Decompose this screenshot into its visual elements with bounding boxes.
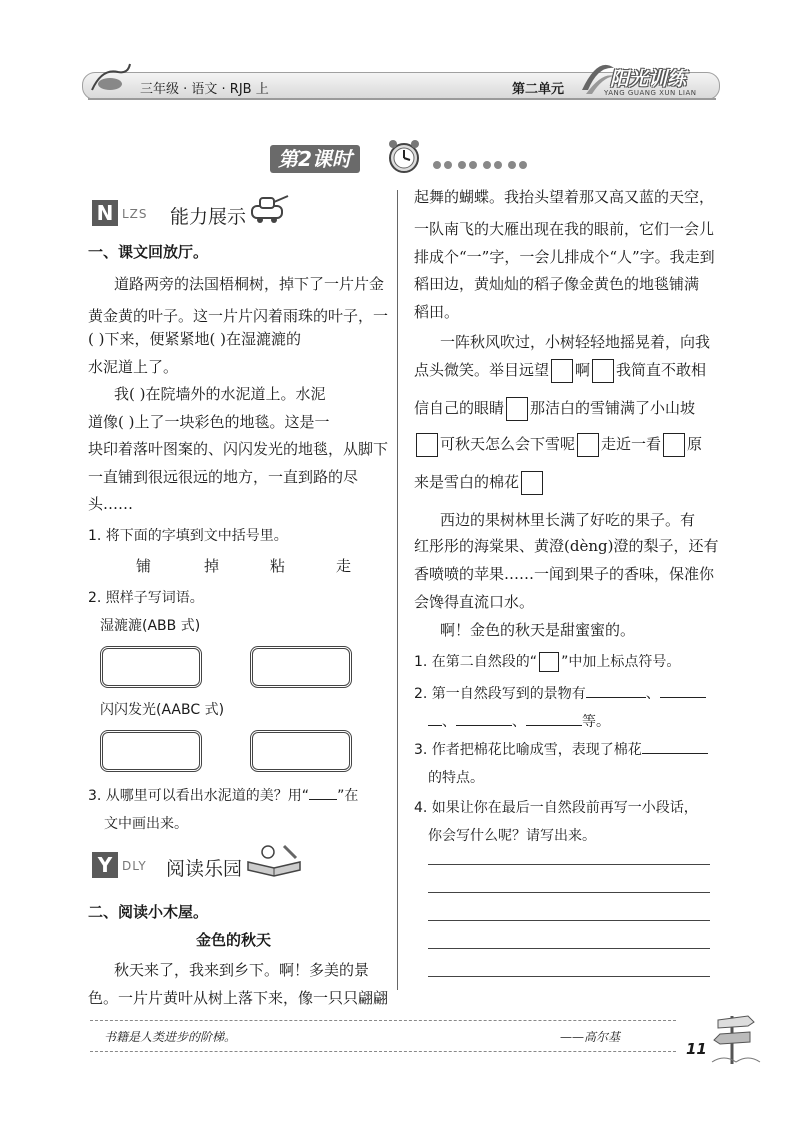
answer-blank[interactable] [586,683,646,698]
tank-toy-icon [246,192,292,228]
story-text: 走近一看 [601,435,662,453]
question-text: 、 [512,714,526,730]
answer-blank[interactable] [660,683,706,698]
writing-line[interactable] [428,948,710,949]
answer-blank[interactable] [428,711,442,726]
pattern-aabc: 闪闪发光(AABC 式) [100,702,225,718]
signpost-icon [704,1006,764,1066]
story-line-with-boxes [414,466,545,499]
writing-line[interactable] [428,976,710,977]
story-text: 啊 [575,361,591,379]
story-line: 会馋得直流口水。 [414,593,535,611]
story-line: 红彤彤的海棠果、黄澄(dèng)澄的梨子，还有 [414,537,719,555]
section2-heading: 阅读乐园 [166,858,243,880]
passage1-line: 块印着落叶图案的、闪闪发光的地毯，从脚下 [88,440,389,458]
book-reading-icon [244,840,304,880]
answer-frame[interactable] [100,730,202,772]
lesson-decoration [432,155,532,165]
word-option: 粘 [270,557,286,575]
section1-badge-sub: LZS [122,207,148,221]
question-3-cont: 文中画出来。 [104,816,188,832]
punctuation-box[interactable] [592,359,614,383]
passage1-line: 道像( )上了一块彩色的地毯。这是一 [88,413,330,431]
story-line-with-boxes [414,392,695,425]
punctuation-box[interactable] [506,397,528,421]
logo-subtext: YANG GUANG XUN LIAN [604,89,697,97]
story-line: 香喷喷的苹果……一闻到果子的香味，保准你 [414,565,715,583]
header-decoration-icon [88,60,132,96]
question-3-text: ”在 [337,788,359,804]
section2-title: 二、阅读小木屋。 [88,903,209,921]
story-line: 啊！金色的秋天是甜蜜蜜的。 [440,621,636,639]
header-rule [88,98,716,100]
story-text: 可秋天怎么会下雪呢 [440,435,576,453]
answer-blank[interactable] [642,739,708,754]
story-line: 秋天来了，我来到乡下。啊！多美的景 [114,961,370,979]
word-option: 走 [336,557,352,575]
answer-blank[interactable] [526,711,582,726]
question-text: 3. 作者把棉花比喻成雪，表现了棉花 [414,742,642,758]
story-title: 金色的秋天 [196,931,272,949]
story-text: 点头微笑。举目远望 [414,361,550,379]
story-line: 一队南飞的大雁出现在我的眼前，它们一会儿 [414,220,715,238]
story-text: 来是雪白的棉花 [414,473,520,491]
lesson-title: 第2课时 [270,145,360,173]
story-line: 色。一片片黄叶从树上落下来，像一只只翩翩 [88,989,389,1007]
writing-line[interactable] [428,864,710,865]
passage1-line: 我( )在院墙外的水泥道上。水泥 [114,385,326,403]
story-line: 稻田。 [414,303,460,321]
word-option: 掉 [204,557,220,575]
underline-mark [309,785,337,800]
punctuation-box[interactable] [663,433,685,457]
footer-author: ——高尔基 [560,1030,621,1044]
alarm-clock-icon [384,136,424,176]
passage1-line: 水泥道上了。 [88,358,179,376]
story-line-with-boxes [414,428,702,461]
pattern-abb: 湿漉漉(ABB 式) [100,618,201,634]
word-option: 铺 [136,557,152,575]
question-text: ”中加上标点符号。 [561,654,681,670]
story-line: 排成个“一”字，一会儿排成个“人”字。我走到 [414,248,715,266]
punctuation-box[interactable] [551,359,573,383]
question-text: 2. 第一自然段写到的景物有 [414,686,586,702]
reading-question-4: 4. 如果让你在最后一自然段前再写一小段话， [414,800,698,816]
question-2: 2. 照样子写词语。 [88,590,204,606]
story-line: 西边的果树林里长满了好吃的果子。有 [440,511,696,529]
question-text: 、 [645,686,660,702]
section1-badge: N [92,200,118,226]
column-divider [397,190,398,990]
punctuation-box[interactable] [416,433,438,457]
punctuation-box[interactable] [521,471,543,495]
passage1-line: 头…… [88,495,134,513]
footer-quote: 书籍是人类进步的阶梯。 [104,1030,237,1044]
story-text: 原 [687,435,703,453]
question-1: 1. 将下面的字填到文中括号里。 [88,528,288,544]
writing-line[interactable] [428,920,710,921]
answer-frame[interactable] [250,730,352,772]
passage1-line: 一直铺到很远很远的地方，一直到路的尽 [88,468,359,486]
logo-text: 阳光训练 [610,68,687,90]
story-text: 我简直不敢相 [616,361,707,379]
story-line: 起舞的蝴蝶。我抬头望着那又高又蓝的天空， [414,188,715,206]
answer-blank[interactable] [456,711,512,726]
punctuation-box [539,652,559,672]
punctuation-box[interactable] [577,433,599,457]
page-number: 11 [686,1040,707,1058]
question-text: 1. 在第二自然段的“ [414,654,538,670]
question-text: 等。 [582,714,610,730]
question-text: 、 [442,714,456,730]
story-text: 那洁白的雪铺满了小山坡 [530,399,696,417]
story-line: 一阵秋风吹过，小树轻轻地摇晃着，向我 [440,333,711,351]
writing-line[interactable] [428,892,710,893]
section1-title: 一、课文回放厅。 [88,243,209,261]
passage1-line: 道路两旁的法国梧桐树，掉下了一片片金 [114,275,385,293]
section1-heading: 能力展示 [170,206,247,228]
story-line: 稻田边，黄灿灿的稻子像金黄色的地毯铺满 [414,275,700,293]
story-line-with-boxes [414,354,706,387]
answer-frame[interactable] [100,646,202,688]
reading-question-4-cont: 你会写什么呢？请写出来。 [428,828,596,844]
reading-question-3-cont: 的特点。 [428,770,484,786]
story-text: 信自己的眼睛 [414,399,505,417]
section2-badge-sub: DLY [122,859,147,873]
header-grade: 三年级 · 语文 · RJB 上 [140,82,269,97]
section2-badge: Y [92,852,118,878]
passage1-line: 黄金黄的叶子。这一片片闪着雨珠的叶子，一 [88,307,389,325]
question-3-text: 3. 从哪里可以看出水泥道的美？用“ [88,788,310,804]
passage1-line: ( )下来，便紧紧地( )在湿漉漉的 [88,330,301,348]
reading-question-1 [414,646,680,679]
header-unit: 第二单元 [512,82,565,97]
answer-frame[interactable] [250,646,352,688]
